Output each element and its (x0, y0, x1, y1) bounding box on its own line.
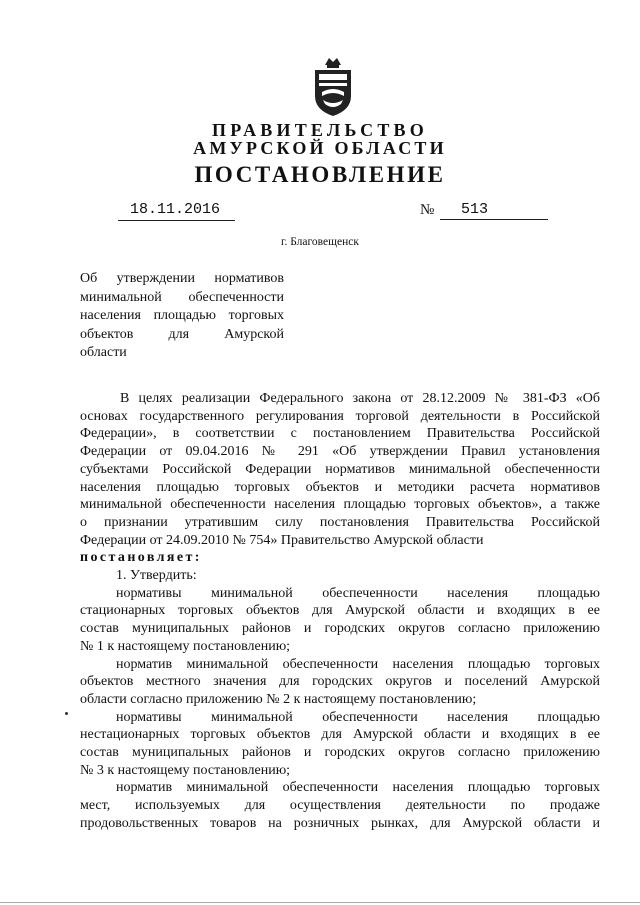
document-number: 513 (461, 201, 489, 218)
body-line: минимальной обеспеченности населения площадью торговых объектов», а также (80, 497, 600, 513)
body-line: о признании утратившим силу постановления Правительства Российской (80, 514, 600, 530)
body-line: населения площадью торговых объектов и методики расчета нормативов (80, 479, 600, 495)
body-line: нестационарных торговых объектов для Амурской области и входящих в ее (80, 727, 600, 743)
body-line: основах государственного регулирования торговой деятельности в Российской (80, 408, 600, 424)
body-line: объектов местного значения для городских округов и поселений Амурской (80, 674, 600, 690)
subject-line: объектов для Амурской (80, 326, 284, 342)
number-label: № (420, 202, 435, 218)
resolution-word: постановляет: (80, 550, 202, 566)
body-line: Федерации от 24.09.2010 № 754» Правительство Амурской области (80, 532, 484, 548)
document-subject (80, 270, 284, 363)
body-line: нормативы минимальной обеспеченности населения площадью (116, 585, 600, 601)
authority-name-line2: АМУРСКОЙ ОБЛАСТИ (193, 138, 447, 158)
body-line: В целях реализации Федерального закона от 28.12.2009 № 381-ФЗ «Об (120, 391, 600, 406)
body-line: стационарных торговых объектов для Амурской области и входящих в ее (80, 603, 600, 619)
body-line: области согласно приложению № 2 к настоящему постановлению; (80, 691, 477, 707)
subject-line: области (80, 345, 127, 360)
document-type-title: ПОСТАНОВЛЕНИЕ (194, 162, 446, 187)
subject-line: минимальной обеспеченности (80, 289, 284, 305)
date-underline (118, 220, 235, 221)
document-body (80, 390, 600, 833)
page-edge-line (0, 902, 640, 903)
body-line: нормативы минимальной обеспеченности населения площадью (116, 709, 600, 725)
subject-line: Об утверждении нормативов (80, 271, 284, 286)
coat-of-arms-icon (311, 56, 355, 118)
city-name: г. Благовещенск (281, 236, 359, 248)
authority-name-line1: ПРАВИТЕЛЬСТВО (212, 120, 428, 140)
body-line: Федерации», в соответствии с постановлением Правительства Российской (80, 426, 600, 442)
body-line: № 1 к настоящему постановлению; (80, 638, 291, 654)
body-line: норматив минимальной обеспеченности населения площадью торговых (116, 656, 600, 672)
scan-mark (65, 712, 68, 715)
subject-line: населения площадью торговых (80, 308, 284, 323)
body-line: мест, используемых для осуществления деятельности по продаже (80, 798, 600, 814)
body-line: 1. Утвердить: (116, 568, 197, 584)
body-line: состав муниципальных районов и городских округов согласно приложению (80, 745, 600, 761)
number-underline (440, 219, 548, 220)
body-line: № 3 к настоящему постановлению; (80, 762, 291, 778)
body-line: продовольственных товаров на розничных рынках, для Амурской области и (80, 815, 600, 831)
body-line: Федерации от 09.04.2016 № 291 «Об утверждении Правил установления (80, 444, 600, 460)
body-line: субъектами Российской Федерации нормативов минимальной обеспеченности (80, 461, 600, 477)
body-line: состав муниципальных районов и городских округов согласно приложению (80, 621, 600, 637)
body-line: норматив минимальной обеспеченности населения площадью торговых (116, 780, 600, 796)
document-date: 18.11.2016 (130, 201, 221, 218)
